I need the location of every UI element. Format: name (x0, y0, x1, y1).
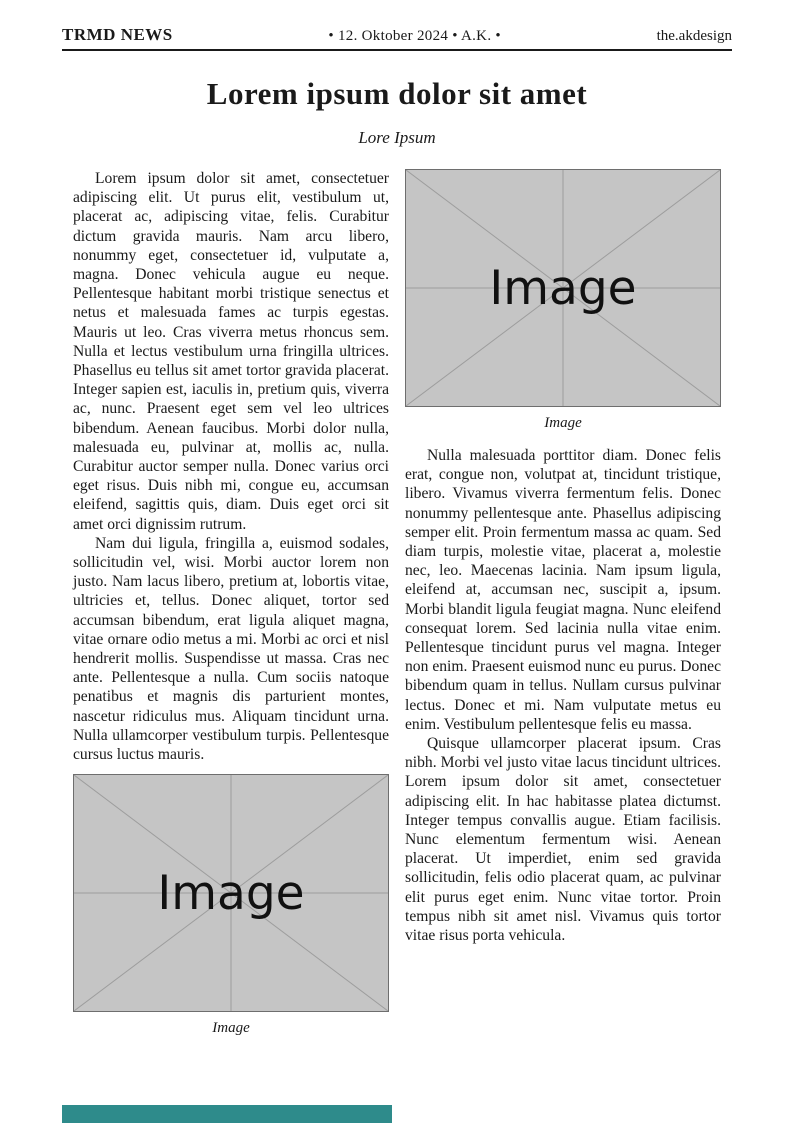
header-site-name: the.akdesign (656, 28, 732, 44)
brand-title: TRMD NEWS (62, 25, 173, 44)
left-column (73, 169, 389, 1051)
body-paragraph: Nulla malesuada porttitor diam. Donec felis erat, congue non, volutpat at, tincidunt tristique, libero. Vivamus viverra fermentum felis. Donec nonummy pellentesque ante. Phasellus adipiscing semper elit. Proin fermentum massa ac quam. Sed diam turpis, molestie vitae, placerat a, molestie nec, leo. Maecenas lacinia. Nam ipsum ligula, eleifend at, accumsan nec, suscipit a, ipsum. Morbi blandit ligula feugiat magna. Nunc eleifend consequat lorem. Sed lacinia nulla vitae enim. Pellentesque tincidunt purus vel magna. Integer non enim. Praesent euismod nunc eu purus. Donec bibendum quam in tellus. Nullam cursus pulvinar lectus. Donec et mi. Nam vulputate metus eu enim. Vestibulum pellentesque felis eu massa. (405, 447, 721, 733)
figure-left (73, 774, 389, 1037)
body-paragraph: Lorem ipsum dolor sit amet, consectetuer adipiscing elit. Ut purus elit, vestibulum ut, placerat ac, adipiscing vitae, felis. Curabitur dictum gravida mauris. Nam arcu libero, nonummy eget, consectetuer id, vulputate a, magna. Donec vehicula augue eu neque. Pellentesque habitant morbi tristique senectus et netus et malesuada fames ac turpis egestas. Mauris ut leo. Cras viverra metus rhoncus sem. Nulla et lectus vestibulum urna fringilla ultrices. Phasellus eu tellus sit amet tortor gravida placerat. Integer sapien est, iaculis in, pretium quis, viverra ac, nunc. Praesent eget sem vel leo ultrices bibendum. Aenean faucibus. Morbi dolor nulla, malesuada eu, pulvinar at, mollis ac, nulla. Curabitur auctor semper nulla. Donec varius orci eget risus. Duis nibh mi, congue eu, accumsan eleifend, sagittis quis, diam. Duis eget orci sit amet orci dignissim rutrum. (73, 170, 389, 533)
image-placeholder (73, 774, 389, 1012)
figure-right (405, 169, 721, 432)
figure-caption: Image (544, 415, 582, 431)
placeholder-label: Image (489, 260, 637, 316)
two-column-layout (62, 169, 732, 1051)
body-paragraph: Quisque ullamcorper placerat ipsum. Cras nibh. Morbi vel justo vitae lacus tincidunt ultrices. Lorem ipsum dolor sit amet, consectetuer adipiscing elit. In hac habitasse platea dictumst. Integer tempus convallis augue. Etiam facilisis. Nunc elementum fermentum wisi. Aenean placerat. Ut imperdiet, enim sed gravida sollicitudin, felis odio placerat quam, ac pulvinar elit purus eget enim. Nunc vitae tortor. Proin tempus nibh sit amet nisl. Vivamus quis tortor vitae risus porta vehicula. (405, 735, 721, 945)
page-subtitle: Lore Ipsum (358, 128, 436, 147)
page-title: Lorem ipsum dolor sit amet (206, 76, 588, 111)
body-paragraph: Nam dui ligula, fringilla a, euismod sodales, sollicitudin vel, wisi. Morbi auctor lorem non justo. Nam lacus libero, pretium at, lobortis vitae, ultricies et, tellus. Donec aliquet, tortor sed accumsan bibendum, erat ligula aliquet magna, vitae ornare odio metus a mi. Morbi ac orci et nisl hendrerit mollis. Suspendisse ut massa. Cras nec ante. Pellentesque a nulla. Cum sociis natoque penatibus et magnis dis parturient montes, nascetur ridiculus mus. Aliquam tincidunt urna. Nulla ullamcorper vestibulum turpis. Pellentesque cursus luctus mauris. (73, 534, 389, 764)
placeholder-label: Image (157, 865, 305, 921)
figure-caption: Image (212, 1020, 250, 1037)
image-placeholder (405, 169, 721, 407)
right-column (405, 169, 721, 1051)
header-bar (62, 25, 732, 51)
page-content (0, 25, 794, 1051)
footer-accent-bar (62, 1105, 392, 1123)
header-dateline: • 12. Oktober 2024 • A.K. • (328, 28, 501, 44)
